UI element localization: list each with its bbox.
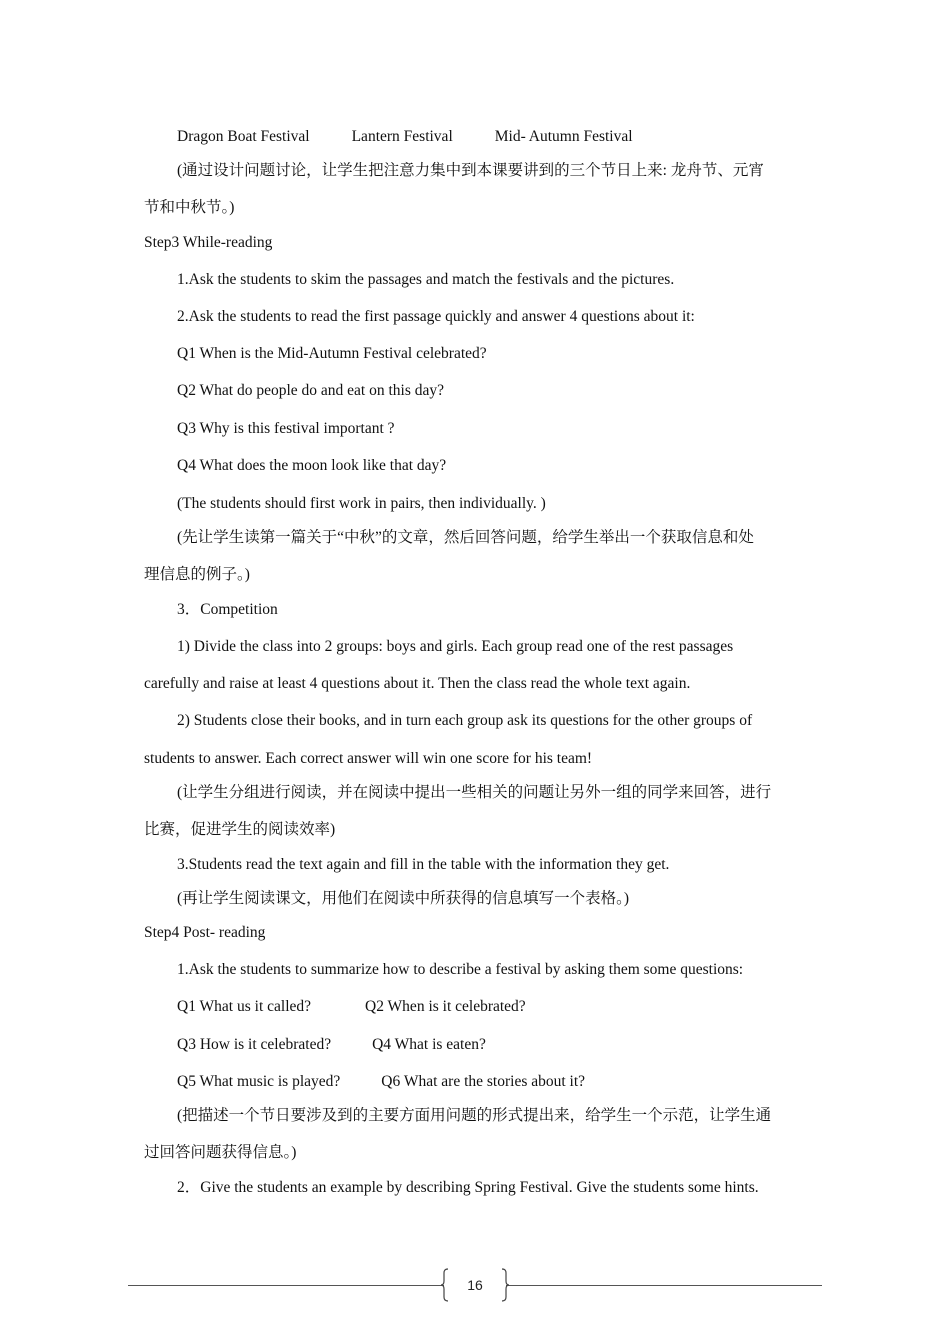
teacher-note-4: (再让学生阅读课文，用他们在阅读中所获得的信息填写一个表格。) xyxy=(177,890,630,907)
competition-1a: 1) Divide the class into 2 groups: boys and girls. Each group read one of the rest passages xyxy=(177,638,734,655)
step3-item-2: 2.Ask the students to read the first passage quickly and answer 4 questions about it: xyxy=(177,308,695,325)
step4-item-1: 1.Ask the students to summarize how to describe a festival by asking them some questions: xyxy=(177,961,744,978)
post-question-q1: Q1 What us it called? xyxy=(177,998,312,1015)
pairs-note: (The students should first work in pairs, then individually. ) xyxy=(177,495,546,512)
page-number: 16 xyxy=(467,1277,483,1293)
post-question-q6: Q6 What are the stories about it? xyxy=(381,1073,586,1090)
festival-lantern: Lantern Festival xyxy=(351,128,453,145)
teacher-note-3b: 比赛，促进学生的阅读效率) xyxy=(144,821,336,838)
question-q3: Q3 Why is this festival important ? xyxy=(177,420,395,437)
post-questions-row-3 xyxy=(177,1072,847,1092)
footer-rule-right xyxy=(506,1285,822,1286)
competition-2b: students to answer. Each correct answer will win one score for his team! xyxy=(144,750,593,767)
post-questions-row-1 xyxy=(177,997,847,1017)
post-question-q3: Q3 How is it celebrated? xyxy=(177,1036,332,1053)
post-questions-row-2 xyxy=(177,1035,847,1055)
festival-mid-autumn: Mid- Autumn Festival xyxy=(494,128,633,145)
teacher-note-1a: (通过设计问题讨论，让学生把注意力集中到本课要讲到的三个节日上来: 龙舟节、元宵 xyxy=(177,162,764,179)
competition-heading: 3．Competition xyxy=(177,601,278,618)
footer-rule-left xyxy=(128,1285,444,1286)
question-q1: Q1 When is the Mid-Autumn Festival celebrated? xyxy=(177,345,487,362)
step4-item-2: 2．Give the students an example by describing Spring Festival. Give the students some hints. xyxy=(177,1179,759,1196)
right-brace-icon xyxy=(500,1268,510,1302)
post-question-q2: Q2 When is it celebrated? xyxy=(365,998,526,1015)
question-q4: Q4 What does the moon look like that day? xyxy=(177,457,447,474)
post-question-q4: Q4 What is eaten? xyxy=(372,1036,486,1053)
teacher-note-2b: 理信息的例子。) xyxy=(144,566,250,583)
festival-dragon-boat: Dragon Boat Festival xyxy=(177,128,310,145)
festival-list xyxy=(177,127,847,147)
step3-item-1: 1.Ask the students to skim the passages and match the festivals and the pictures. xyxy=(177,271,675,288)
step3-item-3: 3.Students read the text again and fill in the table with the information they get. xyxy=(177,856,670,873)
question-q2: Q2 What do people do and eat on this day? xyxy=(177,382,445,399)
teacher-note-3a: (让学生分组进行阅读，并在阅读中提出一些相关的问题让另外一组的同学来回答，进行 xyxy=(177,784,772,801)
competition-1b: carefully and raise at least 4 questions about it. Then the class read the whole text again. xyxy=(144,675,691,692)
step4-heading: Step4 Post- reading xyxy=(144,924,266,941)
teacher-note-5a: (把描述一个节日要涉及到的主要方面用问题的形式提出来，给学生一个示范，让学生通 xyxy=(177,1107,772,1124)
teacher-note-2a: (先让学生读第一篇关于“中秋”的文章，然后回答问题，给学生举出一个获取信息和处 xyxy=(177,529,754,546)
step3-heading: Step3 While-reading xyxy=(144,234,273,251)
competition-2a: 2) Students close their books, and in turn each group ask its questions for the other groups of xyxy=(177,712,753,729)
teacher-note-5b: 过回答问题获得信息。) xyxy=(144,1144,297,1161)
post-question-q5: Q5 What music is played? xyxy=(177,1073,341,1090)
teacher-note-1b: 节和中秋节。) xyxy=(144,199,235,216)
